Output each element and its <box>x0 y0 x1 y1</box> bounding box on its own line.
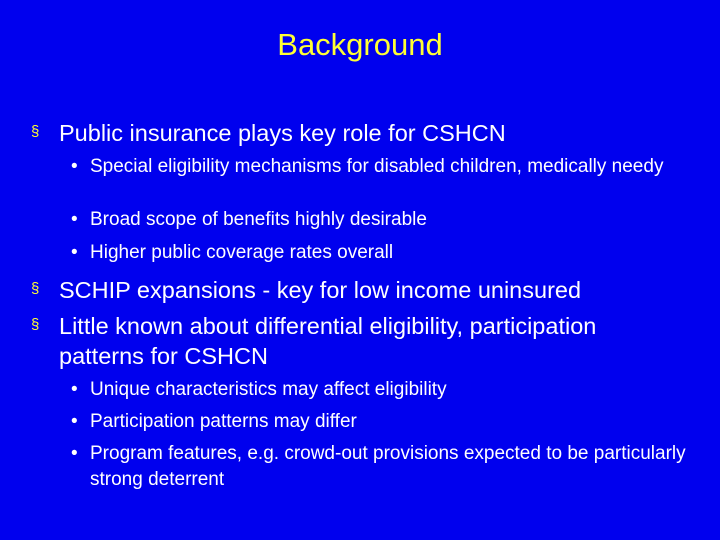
bullet-dot-icon: • <box>71 156 78 177</box>
section-marker-icon: § <box>31 316 40 333</box>
bullet-1 <box>31 118 709 148</box>
subbullet-1-3-text: Higher public coverage rates overall <box>90 242 394 263</box>
subbullet-1-3 <box>71 240 700 266</box>
bullet-dot-icon: • <box>71 209 78 230</box>
subbullet-3-2 <box>71 409 700 435</box>
bullet-dot-icon: • <box>71 411 78 432</box>
slide-title: Background <box>277 27 443 62</box>
bullet-2-text: SCHIP expansions - key for low income uninsured <box>59 277 582 303</box>
section-marker-icon: § <box>31 123 40 140</box>
subbullet-1-2 <box>71 207 700 233</box>
bullet-3 <box>31 311 619 371</box>
bullet-dot-icon: • <box>71 379 78 400</box>
subbullet-1-2-text: Broad scope of benefits highly desirable <box>90 209 427 230</box>
subbullet-1-1 <box>71 154 700 180</box>
bullet-3-text: Little known about differential eligibility, participation patterns for CSHCN <box>59 313 597 369</box>
bullet-2 <box>31 275 709 305</box>
bullet-dot-icon: • <box>71 443 78 464</box>
subbullet-3-3-text: Program features, e.g. crowd-out provisions expected to be particularly strong deterrent <box>90 443 686 490</box>
subbullet-3-3 <box>71 441 700 492</box>
bullet-1-text: Public insurance plays key role for CSHCN <box>59 120 506 146</box>
subbullet-3-2-text: Participation patterns may differ <box>90 411 357 432</box>
subbullet-3-1 <box>71 377 700 403</box>
bullet-dot-icon: • <box>71 242 78 263</box>
subbullet-1-1-text: Special eligibility mechanisms for disabled children, medically needy <box>90 156 664 177</box>
subbullet-3-1-text: Unique characteristics may affect eligibility <box>90 379 447 400</box>
section-marker-icon: § <box>31 280 40 297</box>
